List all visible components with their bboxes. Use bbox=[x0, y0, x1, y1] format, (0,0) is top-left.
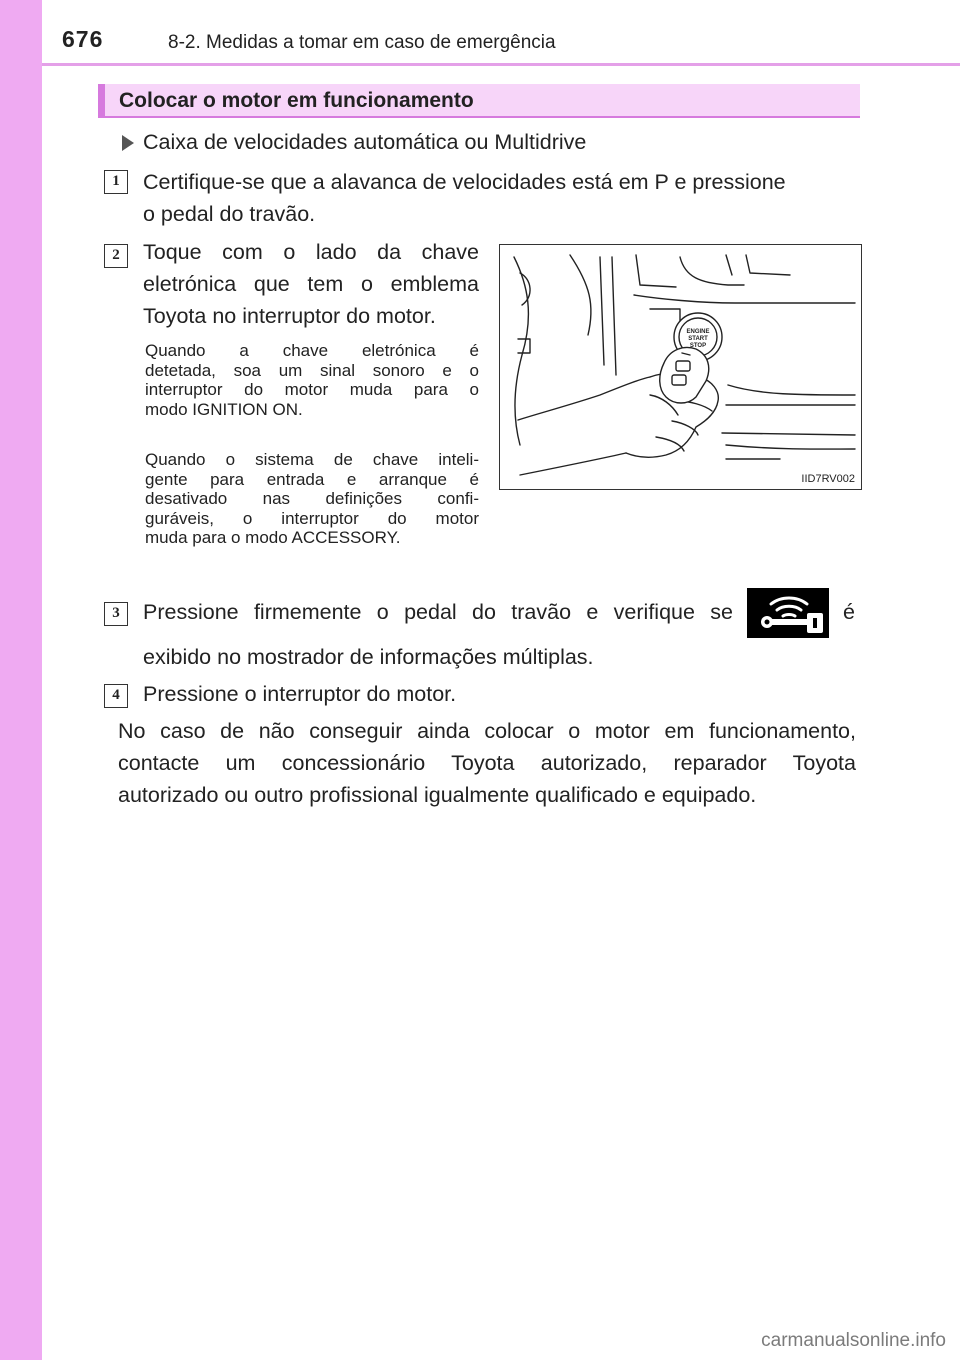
step-4-text: Pressione o interruptor do motor. bbox=[143, 682, 457, 706]
note-2-line5: muda para o modo ACCESSORY. bbox=[145, 528, 401, 547]
step-3-text-line2: exibido no mostrador de informações múltiplas. bbox=[143, 645, 594, 669]
note-1-line4: modo IGNITION ON. bbox=[145, 400, 303, 419]
bullet-text: Caixa de velocidades automática ou Multidrive bbox=[143, 130, 587, 154]
section-heading-bar bbox=[98, 84, 860, 118]
chapter-title: 8-2. Medidas a tomar em caso de emergência bbox=[168, 32, 556, 53]
section-title: Colocar o motor em funcionamento bbox=[119, 89, 474, 112]
header-divider bbox=[42, 63, 960, 66]
note-1-line2: detetada, soa um sinal sonoro e o bbox=[145, 361, 479, 380]
closing-line3: autorizado ou outro profissional igualmente qualificado e equipado. bbox=[118, 783, 757, 807]
step-2-text-line3: Toyota no interruptor do motor. bbox=[143, 304, 436, 328]
hand-key-fob-engine-switch-icon bbox=[500, 245, 860, 488]
step-1-number: 1 bbox=[104, 170, 128, 194]
note-2-line3: desativado nas definições confi- bbox=[145, 489, 479, 508]
page-sidebar-band bbox=[0, 0, 42, 1360]
step-3-text-line1: Pressione firmemente o pedal do travão e verifique se bbox=[143, 600, 733, 624]
step-4-number: 4 bbox=[104, 684, 128, 708]
note-2-line2: gente para entrada e arranque é bbox=[145, 470, 479, 489]
step-1-text-line1: Certifique-se que a alavanca de velocidades está em P e pressione bbox=[143, 170, 786, 194]
watermark: carmanualsonline.info bbox=[761, 1330, 946, 1351]
engine-button-label-3: STOP bbox=[689, 343, 707, 349]
closing-line2: contacte um concessionário Toyota autorizado, reparador Toyota bbox=[118, 751, 856, 775]
step-3-number: 3 bbox=[104, 602, 128, 626]
step-1-text-line2: o pedal do travão. bbox=[143, 202, 316, 226]
step-2-text-line1: Toque com o lado da chave bbox=[143, 240, 479, 264]
key-fob-signal-icon bbox=[747, 588, 829, 638]
illustration-code: IID7RV002 bbox=[801, 473, 855, 485]
note-1-line1: Quando a chave eletrónica é bbox=[145, 341, 479, 360]
engine-button-label-2: START bbox=[688, 336, 708, 342]
note-2-line1: Quando o sistema de chave inteli- bbox=[145, 450, 479, 469]
engine-switch-illustration bbox=[499, 244, 862, 490]
step-3-text-suffix: é bbox=[843, 600, 855, 624]
note-1-line3: interruptor do motor muda para o bbox=[145, 380, 479, 399]
note-2-line4: guráveis, o interruptor do motor bbox=[145, 509, 479, 528]
step-2-number: 2 bbox=[104, 244, 128, 268]
closing-line1: No caso de não conseguir ainda colocar o motor em funcionamento, bbox=[118, 719, 856, 743]
page-number: 676 bbox=[62, 26, 104, 52]
bullet-triangle-icon bbox=[122, 135, 134, 151]
engine-button-label-1: ENGINE bbox=[686, 329, 710, 335]
step-2-text-line2: eletrónica que tem o emblema bbox=[143, 272, 479, 296]
